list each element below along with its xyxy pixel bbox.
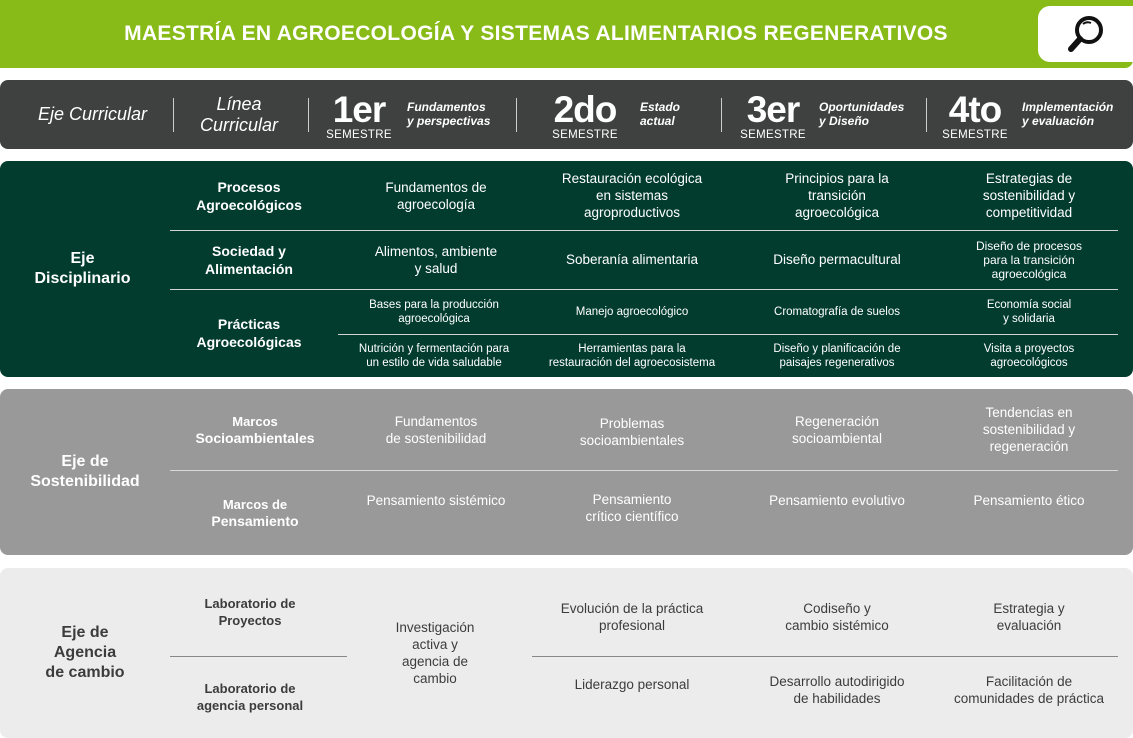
eje-curricular-label: Eje Curricular [37, 104, 148, 124]
course-cell: Economía social y solidaria [986, 298, 1072, 325]
row-label-lab-agencia: Laboratorio de agencia personal [196, 681, 304, 713]
course-cell: Nutrición y fermentación para un estilo de vida saludable [358, 342, 510, 369]
course-cell: Estrategias de sostenibilidad y competitividad [982, 171, 1076, 220]
course-cell: Restauración ecológica en sistemas agroproductivos [561, 171, 703, 220]
semester-3: 3er SEMESTRE [740, 89, 806, 141]
course-cell: Principios para la transición agroecológica [785, 171, 889, 220]
course-cell: Evolución de la práctica profesional [560, 601, 704, 633]
row-label-procesos: Procesos Agroecológicos [196, 178, 302, 213]
search-button[interactable] [1038, 6, 1133, 62]
course-cell: Fundamentos de sostenibilidad [385, 413, 487, 446]
course-cell: Pensamiento evolutivo [769, 492, 905, 508]
eje-disciplinario-label: Eje Disciplinario [34, 250, 131, 287]
course-cell: Codiseño y cambio sistémico [785, 601, 889, 633]
row-label-practicas: Prácticas Agroecológicas [196, 316, 302, 350]
course-cell: Diseño de procesos para la transición agroecológica [975, 238, 1083, 281]
semester-3-desc: Oportunidades y Diseño [819, 100, 905, 128]
course-cell: Facilitación de comunidades de práctica [953, 674, 1105, 706]
eje-sostenibilidad-label: Eje de Sostenibilidad [30, 453, 140, 490]
course-cell: Diseño y planificación de paisajes regenerativos [773, 342, 901, 369]
divider [308, 98, 309, 132]
course-cell: Cromatografía de suelos [774, 305, 900, 318]
eje-disciplinario-section [0, 161, 1133, 377]
divider [721, 98, 722, 132]
eje-agencia-label: Eje de Agencia de cambio [45, 624, 125, 681]
semester-1: 1er SEMESTRE [326, 89, 392, 141]
course-cell: Pensamiento crítico científico [585, 492, 679, 524]
row-label-marcos-socioambientales: Marcos Socioambientales [195, 413, 315, 446]
course-cell: Visita a proyectos agroecológicos [983, 342, 1075, 369]
divider [173, 98, 174, 132]
course-cell: Estrategia y evaluación [993, 601, 1065, 633]
divider [516, 98, 517, 132]
linea-curricular-label: Línea Curricular [199, 93, 278, 135]
course-cell: Alimentos, ambiente y salud [374, 243, 498, 276]
semester-2: 2do SEMESTRE [552, 89, 618, 141]
course-cell: Bases para la producción agroecológica [369, 298, 499, 325]
course-cell: Tendencias en sostenibilidad y regeneración [982, 405, 1076, 454]
row-label-lab-proyectos: Laboratorio de Proyectos [204, 596, 296, 628]
semester-4-desc: Implementación y evaluación [1022, 100, 1114, 128]
search-icon [1063, 11, 1109, 57]
course-cell: Diseño permacultural [773, 252, 901, 267]
course-cell: Pensamiento ético [973, 492, 1085, 508]
course-cell: Manejo agroecológico [575, 305, 689, 318]
divider [926, 98, 927, 132]
row-label-marcos-pensamiento: Marcos de Pensamiento [211, 496, 299, 529]
course-cell-merged: Investigación activa y agencia de cambio [395, 620, 475, 686]
eje-agencia-section [0, 568, 1133, 738]
semester-1-desc: Fundamentos y perspectivas [407, 100, 491, 128]
course-cell: Problemas socioambientales [579, 415, 685, 448]
course-cell: Desarrollo autodirigido de habilidades [769, 674, 905, 706]
course-cell: Pensamiento sistémico [366, 492, 506, 508]
course-cell: Liderazgo personal [574, 676, 690, 692]
course-cell: Regeneración socioambiental [791, 413, 883, 446]
eje-sostenibilidad-section [0, 389, 1133, 555]
course-cell: Fundamentos de agroecología [385, 179, 487, 212]
page-title: MAESTRÍA EN AGROECOLOGÍA Y SISTEMAS ALIMENTARIOS REGENERATIVOS [124, 22, 948, 45]
course-cell: Soberanía alimentaria [565, 252, 699, 267]
course-cell: Herramientas para la restauración del agroecosistema [548, 342, 716, 369]
semester-bar [0, 80, 1133, 149]
semester-4: 4to SEMESTRE [942, 89, 1008, 141]
row-label-sociedad: Sociedad y Alimentación [205, 242, 293, 277]
semester-2-desc: Estado actual [640, 100, 681, 128]
